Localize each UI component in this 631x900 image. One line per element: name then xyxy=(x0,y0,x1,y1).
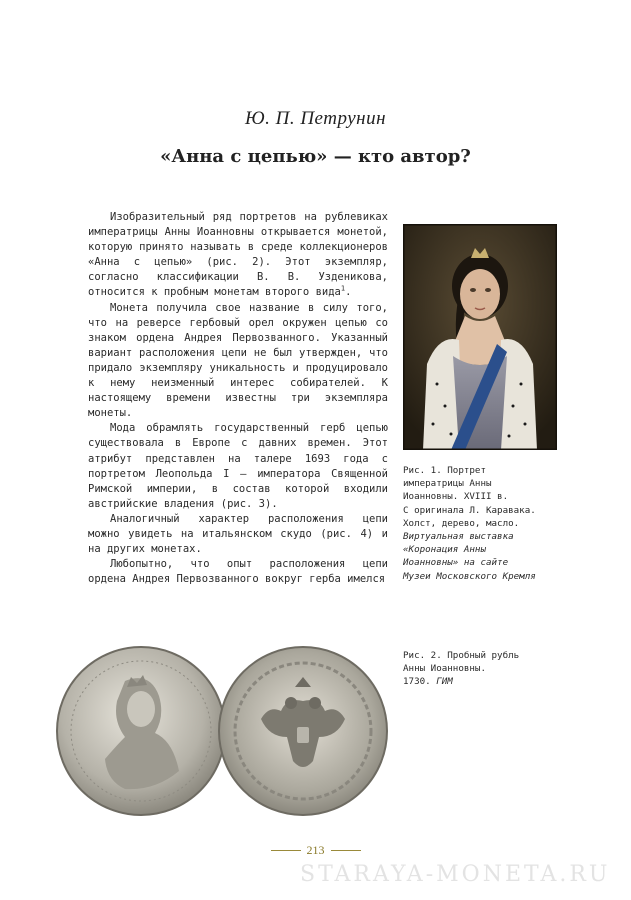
footer-rule xyxy=(331,850,361,851)
caption-source-line: Виртуальная выставка xyxy=(403,531,514,543)
coin-reverse xyxy=(219,647,387,815)
coin-images xyxy=(55,641,390,821)
watermark: STARAYA-MONETA.RU xyxy=(300,862,611,887)
article-title: «Анна с цепью» — кто автор? xyxy=(160,146,471,167)
coin-figure xyxy=(55,641,390,821)
footnote-ref[interactable]: 1 xyxy=(340,284,346,293)
paragraph: Мода обрамлять государственный герб цепью существовала в Европе с давних времен. Этот атрибут представлен на талере 1693 года с портретом Леопольда I — императора Священной Римской империи, в состав которой входили австрийские владения (рис. 3). xyxy=(88,422,388,510)
caption-source-line: Музеи Московского Кремля xyxy=(403,570,536,582)
caption-source: ГИМ xyxy=(436,676,453,688)
paragraph: Монета получила свое название в силу того, что на реверсе гербовый орел окружен цепью со знаком ордена Андрея Первозванного. Указанный вариант расположения цепи не был утвержден, что придало экземпляру уникальность и продуцировало к нему неизменный интерес собирателей. К настоящему времени известны три экземпляра монеты. xyxy=(88,301,388,420)
caption-line: Холст, дерево, масло. xyxy=(403,517,520,529)
coin-obverse xyxy=(57,647,225,815)
caption-line: С оригинала Л. Каравака. xyxy=(403,504,536,516)
caption-line: 1730. ГИМ xyxy=(403,676,453,688)
caption-line: Рис. 1. Портрет xyxy=(403,465,486,476)
caption-source-line: «Коронация Анны xyxy=(403,544,486,556)
author-name: Ю. П. Петрунин xyxy=(245,108,386,129)
caption-line: Рис. 2. Пробный рубль xyxy=(403,650,520,661)
caption-line: Иоанновны. XVIII в. xyxy=(403,491,509,503)
caption-source-line: Иоанновны» на сайте xyxy=(403,557,509,569)
figure-1-caption xyxy=(403,464,573,583)
footer-rule xyxy=(271,850,301,851)
caption-line: Анны Иоанновны. xyxy=(403,663,486,675)
portrait-painting xyxy=(403,224,557,450)
caption-line: императрицы Анны xyxy=(403,478,492,490)
article-body xyxy=(88,210,388,587)
paragraph: Аналогичный характер расположения цепи можно увидеть на итальянском скудо (рис. 4) и на других монетах. xyxy=(88,512,388,556)
page-footer xyxy=(0,840,631,859)
figure-2-caption xyxy=(403,649,573,689)
paragraph: Любопытно, что опыт расположения цепи ордена Андрея Первозванного вокруг герба имелся xyxy=(88,558,388,586)
page-number: 213 xyxy=(306,843,325,857)
paragraph: Изобразительный ряд портретов на рублевиках императрицы Анны Иоанновны открывается монетой, которую принято называть в среде коллекционеров «Анна с цепью» (рис. 2). Этот экземпляр, согласно классификации В. В. Узденикова, относится к пробным монетам второго вида$^1$. xyxy=(88,211,388,299)
portrait-image xyxy=(403,224,557,450)
